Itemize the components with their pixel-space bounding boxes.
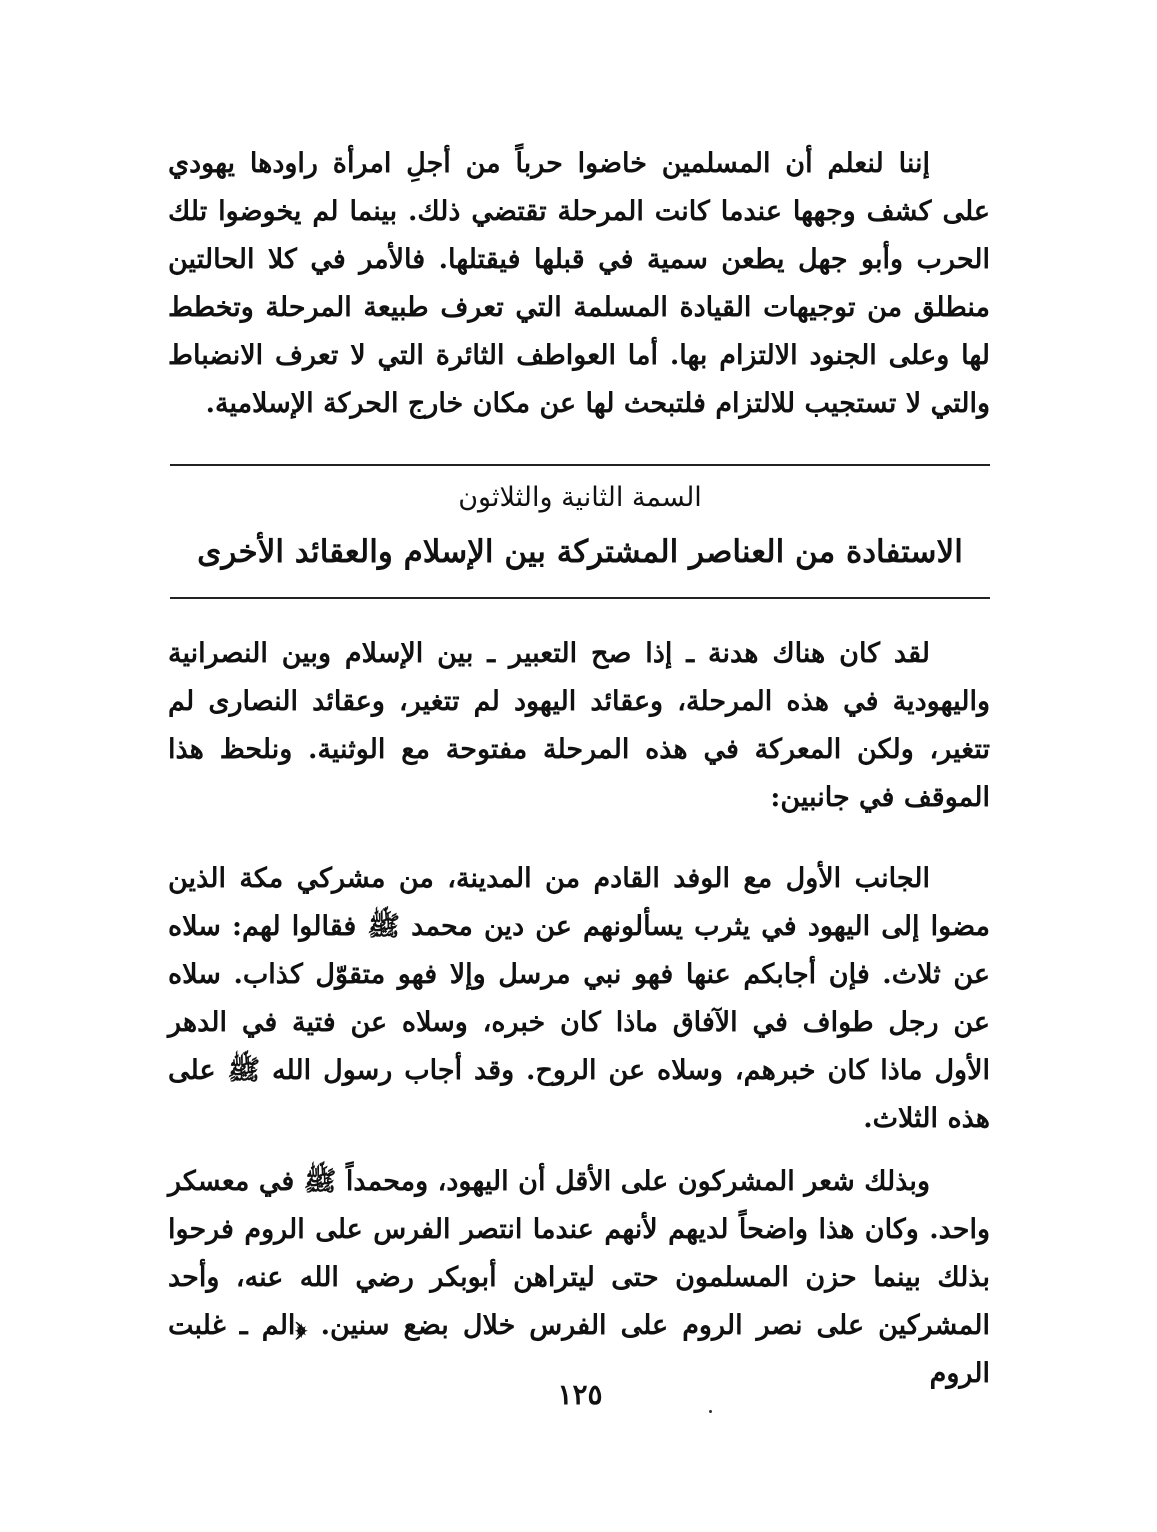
- paragraph-2: [168, 630, 990, 822]
- scan-speck: [709, 1410, 712, 1413]
- paragraph-4: [168, 1158, 990, 1398]
- paragraph-1-text: إننا لنعلم أن المسلمين خاضوا حرباً من أجلِ امرأة راودها يهودي على كشف وجهها عندما كانت المرحلة تقتضي ذلك. بينما لم يخوضوا تلك الحرب وأبو جهل يطعن سمية في قبلها فيقتلها. فالأمر في كلا الحالتين منطلق من توجيهات القيادة المسلمة التي تعرف طبيعة المرحلة وتخطط لها وعلى الجنود الالتزام بها. أما العواطف الثائرة التي لا تعرف الانضباط والتي لا تستجيب للالتزام فلتبحث لها عن مكان خارج الحركة الإسلامية.: [168, 148, 990, 419]
- paragraph-3-text: الجانب الأول مع الوفد القادم من المدينة، من مشركي مكة الذين مضوا إلى اليهود في يثرب يسألونهم عن دين محمد ﷺ فقالوا لهم: سلاه عن ثلاث. فإن أجابكم عنها فهو نبي مرسل وإلا فهو متقوّل كذاب. سلاه عن رجل طواف في الآفاق ماذا كان خبره، وسلاه عن فتية في الدهر الأول ماذا كان خبرهم، وسلاه عن الروح. وقد أجاب رسول الله ﷺ على هذه الثلاث.: [168, 863, 990, 1134]
- section-title: الاستفادة من العناصر المشتركة بين الإسلام والعقائد الأخرى: [197, 534, 963, 570]
- heading-bottom-rule: [170, 597, 990, 599]
- heading-top-rule: [170, 464, 990, 466]
- paragraph-2-text: لقد كان هناك هدنة ـ إذا صح التعبير ـ بين الإسلام وبين النصرانية واليهودية في هذه المرحلة، وعقائد اليهود لم تتغير، وعقائد النصارى لم تتغير، ولكن المعركة في هذه المرحلة مفتوحة مع الوثنية. ونلحظ هذا الموقف في جانبين:: [168, 638, 990, 813]
- paragraph-4-text: وبذلك شعر المشركون على الأقل أن اليهود، ومحمداً ﷺ في معسكر واحد. وكان هذا واضحاً لديهم لأنهم عندما انتصر الفرس على الروم فرحوا بذلك بينما حزن المسلمون حتى ليتراهن أبوبكر رضي الله عنه، وأحد المشركين على نصر الروم على الفرس خلال بضع سنين. ﴿الم ـ غلبت الروم: [168, 1166, 990, 1389]
- page-number: ١٢٥: [557, 1378, 603, 1411]
- paragraph-3: [168, 855, 990, 1143]
- section-number: السمة الثانية والثلاثون: [458, 482, 702, 513]
- paragraph-1: [168, 140, 990, 428]
